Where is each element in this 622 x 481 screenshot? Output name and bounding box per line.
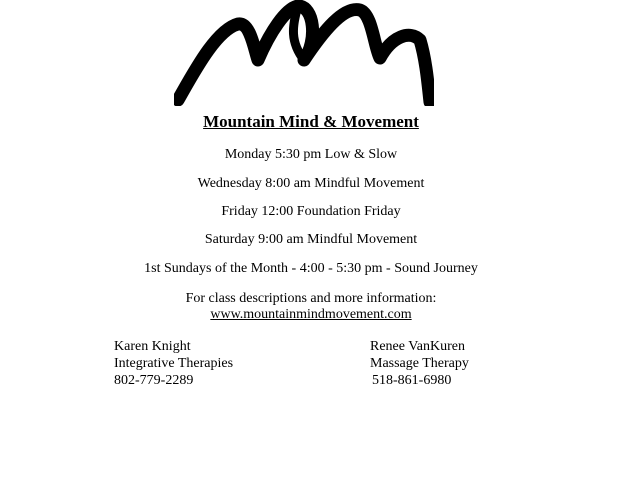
schedule-monday: Monday 5:30 pm Low & Slow: [224, 147, 398, 162]
schedule-sunday: 1st Sundays of the Month - 4:00 - 5:30 pm - Sound Journey: [144, 261, 478, 276]
contact-karen: [114, 338, 233, 389]
contact-phone: 518-861-6980: [372, 373, 452, 388]
info-text: For class descriptions and more information:: [185, 291, 437, 306]
schedule-saturday: Saturday 9:00 am Mindful Movement: [204, 232, 418, 247]
schedule-wednesday: Wednesday 8:00 am Mindful Movement: [197, 176, 425, 191]
website-link[interactable]: www.mountainmindmovement.com: [210, 307, 412, 322]
schedule-friday: Friday 12:00 Foundation Friday: [221, 204, 401, 219]
page-title: Mountain Mind & Movement: [203, 112, 419, 131]
contact-name: Karen Knight: [114, 339, 191, 354]
contact-renee: [370, 338, 469, 389]
website-link-row: [0, 307, 622, 323]
contact-phone: 802-779-2289: [114, 373, 194, 388]
contact-name: Renee VanKuren: [370, 339, 465, 354]
contact-role: Massage Therapy: [370, 356, 469, 371]
mountain-logo-icon: [174, 0, 434, 106]
contact-role: Integrative Therapies: [114, 356, 234, 371]
